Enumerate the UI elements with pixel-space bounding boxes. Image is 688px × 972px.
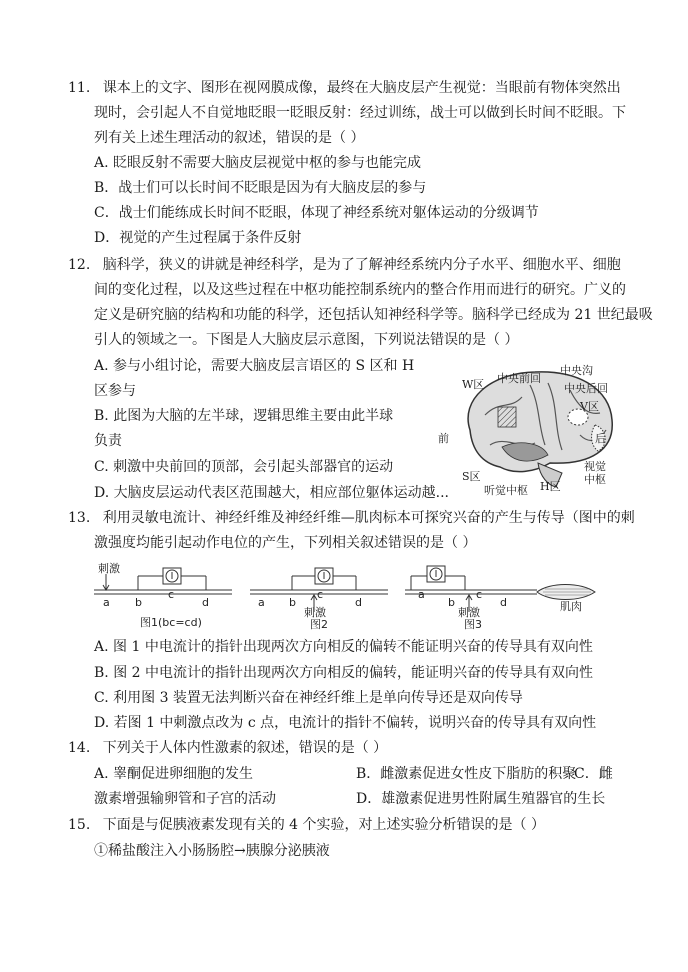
brain-label-central-sulcus: 中央沟 [560,364,593,377]
q12-stem-3: 定义是研究脑的结构和功能的科学，还包括认知神经科学等。脑科学已经成为 21 世纪最吸 [94,307,653,323]
q15-line-1 [68,816,545,834]
brain-label-visual-1: 视觉 [584,460,606,473]
q12-line-1 [68,256,621,274]
q14-option-d: D．雄激素促进男性附属生殖器官的生长 [356,791,606,807]
q14-option-c-cont: 激素增强输卵管和子宫的活动 [94,791,276,807]
q14-stem-1: 下列关于人体内性激素的叙述，错误的是（ ） [102,740,388,756]
fig3-point-a: a [418,588,425,601]
fig1-point-b: b [135,596,142,609]
brain-label-w: W区 [462,378,485,391]
q11-option-a: A. 眨眼反射不需要大脑皮层视觉中枢的参与也能完成 [94,155,422,171]
nerve-figure-3 [405,560,605,630]
q12-option-c: C. 刺激中央前回的顶部，会引起头部器官的运动 [94,459,394,475]
q11-number: 11. [68,80,91,96]
brain-label-hearing: 听觉中枢 [484,484,528,497]
fig3-caption: 图3 [464,618,482,631]
brain-label-precentral: 中央前回 [497,372,541,385]
fig1-point-d: d [202,596,209,609]
q12-option-b-cont: 负责 [94,433,122,449]
brain-label-h: H区 [540,480,561,493]
fig3-point-d: d [500,596,507,609]
fig2-stim-label: 刺激 [304,606,326,619]
q12-option-d: D. 大脑皮层运动代表区范围越大，相应部位躯体运动越... [94,485,449,501]
brain-label-back: 后 [595,432,606,445]
fig1-stim-label: 刺激 [98,562,120,575]
q12-option-a-cont: 区参与 [94,383,136,399]
fig3-point-c: c [476,588,483,601]
q12-number: 12. [68,257,91,273]
w-area [498,407,516,427]
fig2-point-c: c [317,588,324,601]
fig2-point-d: d [355,596,362,609]
q11-option-d: D．视觉的产生过程属于条件反射 [94,230,302,246]
fig2-caption: 图2 [310,618,328,631]
fig1-caption: 图1(bc=cd) [140,616,202,629]
q14-option-c: C．雌 [574,766,613,782]
fig3-muscle-label: 肌肉 [560,600,582,613]
q12-stem-2: 间的变化过程，以及这些过程在中枢功能控制系统内的整合作用而进行的研究。广义的 [94,282,626,298]
q11-stem-2: 现时，会引起人不自觉地眨眼一眨眼反射：经过训练，战士可以做到长时间不眨眼。下 [94,105,626,121]
fig2-point-b: b [289,596,296,609]
q13-stem-1: 利用灵敏电流计、神经纤维及神经纤维—肌肉标本可探究兴奋的产生与传导（图中的刺 [102,510,635,526]
brain-label-postcentral: 中央后回 [564,382,608,395]
q11-line-1 [68,79,621,97]
fig1-point-c: c [168,588,175,601]
q13-option-b: B. 图 2 中电流计的指针出现两次方向相反的偏转，能证明兴奋的传导具有双向性 [94,665,593,681]
q13-line-1 [68,509,635,527]
q14-option-a: A. 睾酮促进卵细胞的发生 [94,766,254,782]
fig1-point-a: a [103,596,110,609]
brain-label-visual-2: 中枢 [584,473,606,486]
q11-stem-3: 列有关上述生理活动的叙述，错误的是（ ） [94,130,365,146]
q11-option-b: B．战士们可以长时间不眨眼是因为有大脑皮层的参与 [94,180,427,196]
fig3-point-b: b [448,596,455,609]
q15-stem-1: 下面是与促胰液素发现有关的 4 个实验，对上述实验分析错误的是（ ） [102,817,545,833]
q12-option-a: A. 参与小组讨论，需要大脑皮层言语区的 S 区和 H [94,358,415,374]
q14-line-1 [68,739,387,757]
brain-label-front: 前 [438,432,449,445]
q12-option-b: B. 此图为大脑的左半球，逻辑思维主要由此半球 [94,408,394,424]
q14-option-b: B．雌激素促进女性皮下脂肪的积聚 [356,766,577,782]
q13-option-d: D. 若图 1 中刺激点改为 c 点，电流计的指针不偏转，说明兴奋的传导具有双向性 [94,715,597,731]
q12-stem-4: 引人的领域之一。下图是人大脑皮层示意图，下列说法错误的是（ ） [94,332,519,348]
q15-item-1: ①稀盐酸注入小肠肠腔→胰腺分泌胰液 [94,843,330,859]
fig2-point-a: a [258,596,265,609]
q11-stem-1: 课本上的文字、图形在视网膜成像，最终在大脑皮层产生视觉：当眼前有物体突然出 [102,80,621,96]
q13-number: 13. [68,510,91,526]
q12-stem-1: 脑科学，狭义的讲就是神经科学，是为了了解神经系统内分子水平、细胞水平、细胞 [102,257,621,273]
q14-number: 14. [68,740,91,756]
fig3-stim-label: 刺激 [458,606,480,619]
brain-label-s: S区 [462,470,481,483]
q13-stem-2: 激强度均能引起动作电位的产生，下列相关叙述错误的是（ ） [94,535,477,551]
brain-label-v: V区 [580,400,599,413]
q11-option-c: C．战士们能练成长时间不眨眼，体现了神经系统对躯体运动的分级调节 [94,205,539,221]
q13-option-c: C. 利用图 3 装置无法判断兴奋在神经纤维上是单向传导还是双向传导 [94,690,523,706]
q15-number: 15. [68,817,91,833]
q13-option-a: A. 图 1 中电流计的指针出现两次方向相反的偏转不能证明兴奋的传导具有双向性 [94,639,593,655]
